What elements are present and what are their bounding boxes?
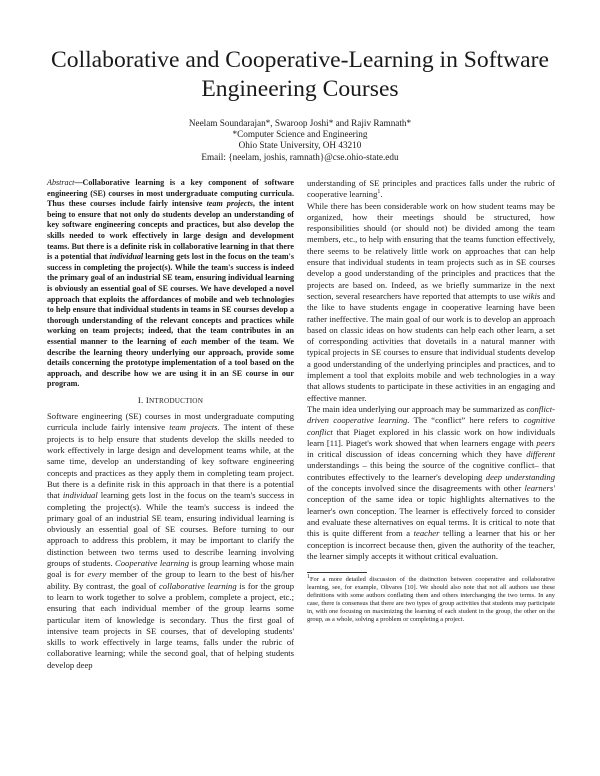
- abstract-emphasis: individual: [109, 252, 144, 262]
- body-text: and the like to have students engage in cooperative learning have been rather ineffective. The main goal of our work is to develop an approach based on classic ideas on how students can help each other learn, a set of corresponding activities that dovetails in a natural manner with typical projects in SE courses to ensure that individual students develop a good understanding of the underlying principles and practices, and to implement a tool that exploits mobile and web technologies in a way that allows students to participate in these activities in an engaging and effective manner.: [307, 290, 555, 403]
- intro-paragraph-continued: [307, 178, 555, 201]
- author-affiliation: *Computer Science and Engineering: [232, 129, 368, 140]
- body-text: telling a learner that his or her conception is incorrect because then, given the authority of the teacher, the learner simply accepts it without critical evaluation.: [307, 528, 556, 561]
- abstract: [47, 178, 294, 390]
- abstract-emphasis: each: [181, 336, 197, 346]
- right-column: [307, 178, 555, 624]
- footnote-marker: 1: [377, 189, 381, 196]
- section-name-initial: I: [145, 394, 149, 405]
- body-text: that Piaget explored in his classic work on how individuals learn [11]. Piaget's work showed that when learners engage with: [307, 426, 555, 448]
- body-emphasis: Cooperative learning: [115, 558, 189, 569]
- abstract-text: , the intent being to ensure that not only do students develop an understanding of key software engineering concepts and practices, but also develop the skills needed to work effectively in large design and development teams. But there is a definite risk in collaborative learning in that there is a potential that: [47, 199, 294, 262]
- footnote-text: For a more detailed discussion of the distinction between cooperative and collaborative learning, see, for example, Olivares [10]. We should also note that not all authors use these definitions with some authors conflating them and others interchanging the two terms. In any case, there is consensus that there are two types of group activities that students may participate in, with one focusing on maximizing the learning of each student in the group, the other on the group, as a whole, solving a problem or completing a project.: [307, 576, 555, 624]
- body-paragraph-3: [307, 404, 555, 562]
- author-email: Email: {neelam, joshis, ramnath}@cse.ohio-state.edu: [201, 151, 399, 162]
- abstract-lead: Abstract: [47, 178, 75, 187]
- author-block: [20, 118, 580, 163]
- body-text: member of the group to learn to the best of his/her ability. By contrast, the goal of: [47, 569, 294, 591]
- body-emphasis: collaborative learning: [158, 580, 237, 591]
- body-emphasis: peers: [536, 437, 555, 448]
- body-text: . The intent of these projects is to help ensure that students develop the skills needed to work effectively in large design and development teams while, at the same time, develop an understanding of key software engineering concepts and practices as they apply them in completing team project. But there is a definite risk in this approach in that there is a potential that: [47, 422, 294, 501]
- abstract-text: —Collaborative learning is a key component of software engineering (SE) courses in most undergraduate computing curricula. Thus these courses include fairly intensive: [47, 178, 294, 209]
- body-emphasis: different: [526, 449, 555, 460]
- body-text: . The “conflict” here refers to: [407, 415, 524, 426]
- body-text: understandings – this being the source of the cognitive conflict– that contributes effectively to the learner's developing: [307, 460, 555, 482]
- body-emphasis: individual: [62, 490, 98, 501]
- footnote-marker: 1: [307, 573, 310, 580]
- abstract-text: learning gets lost in the focus on the team's success in completing the project(s). While the team's success is indeed the primary goal of an industrial SE team, ensuring individual learning is obviously an essential goal of SE courses. We have developed a novel approach that exploits the affordances of mobile and web technologies to help ensure that individual students in teams in SE courses develop a thorough understanding of the relevant concepts and practices while working on team projects; indeed, that the team contributes in an essential manner to the learning of: [47, 252, 295, 346]
- body-text: is group learning whose main goal is for: [47, 558, 294, 580]
- paper-title: Collaborative and Cooperative-Learning in Software Engineering Courses: [51, 47, 549, 102]
- body-text: learning gets lost in the focus on the team's success in completing the project(s). While the team's success is indeed the primary goal of an industrial SE team, ensuring individual learning is obviously an essential goal of SE courses. Before turning to our approach to address this problem, it may be important to clarify the distinction between two terms used to describe learning involving groups of students.: [47, 490, 294, 569]
- body-text: .: [380, 189, 383, 200]
- body-emphasis: team projects: [169, 422, 218, 433]
- section-heading-introduction: [47, 395, 294, 407]
- body-text: conception of the same idea or topic highlights alternatives to the learner's own conception. The learner is effectively forced to consider and evaluate these alternatives on equal terms. It is critical to note that this is quite different from a: [307, 494, 555, 539]
- body-emphasis: conflict-driven cooperative learning: [307, 403, 555, 426]
- body-text: understanding of SE principles and practices falls under the rubric of cooperative learning: [307, 178, 555, 200]
- body-text: The main idea underlying our approach may be summarized as: [307, 403, 527, 414]
- body-emphasis: teacher: [413, 528, 440, 539]
- author-names: Neelam Soundarajan*, Swaroop Joshi* and Rajiv Ramnath*: [188, 118, 412, 128]
- footnote: [307, 573, 555, 624]
- abstract-emphasis: team projects: [206, 199, 253, 209]
- body-text: of the concepts involved since the disagreements with other: [307, 483, 525, 494]
- author-university: Ohio State University, OH 43210: [238, 140, 362, 151]
- body-emphasis: wikis: [522, 290, 541, 301]
- footnote-divider: [307, 572, 367, 573]
- section-name-rest: NTRODUCTION: [148, 396, 204, 405]
- body-text: While there has been considerable work on how student teams may be organized, how their meetings should be structured, how responsibilities should (or should not) be divided among the team members, etc., to help with ensuring that the teams function effectively, there seems to be relatively little work on approaches that can help ensure that individual students in team projects such as in SE courses develop a good understanding of the principles and practices that the projects are based on. Indeed, as we briefly summarize in the next section, several researchers have reported that attempts to use: [307, 200, 555, 301]
- section-numeral: I.: [137, 394, 146, 405]
- body-text: is for the group to learn to work together to solve a problem, complete a project, etc.; ensuring that each individual member of the group learns some particular item of knowledge is secondary. Thus the first goal of intensive team projects in SE courses, that of developing students' skills to work effectively in large teams, falls under the rubric of collaborative learning; while the second goal, that of helping students develop deep: [47, 580, 294, 670]
- body-emphasis: cognitive conflict: [307, 415, 556, 437]
- body-text: Software engineering (SE) courses in most undergraduate computing curricula include fairly intensive: [47, 411, 294, 433]
- body-emphasis: every: [87, 569, 107, 580]
- abstract-text: member of the team. We describe the learning theory underlying our approach, provide some details concerning the prototype implementation of a tool based on the approach, and describe how we are using it in an SE course in our program.: [47, 336, 294, 389]
- body-emphasis: deep understanding: [485, 471, 555, 482]
- intro-paragraph: [47, 411, 294, 671]
- body-emphasis: learners': [524, 483, 555, 494]
- body-text: in critical discussion of ideas concerning which they have: [307, 449, 527, 460]
- body-paragraph-2: [307, 201, 555, 404]
- left-column: [47, 178, 294, 671]
